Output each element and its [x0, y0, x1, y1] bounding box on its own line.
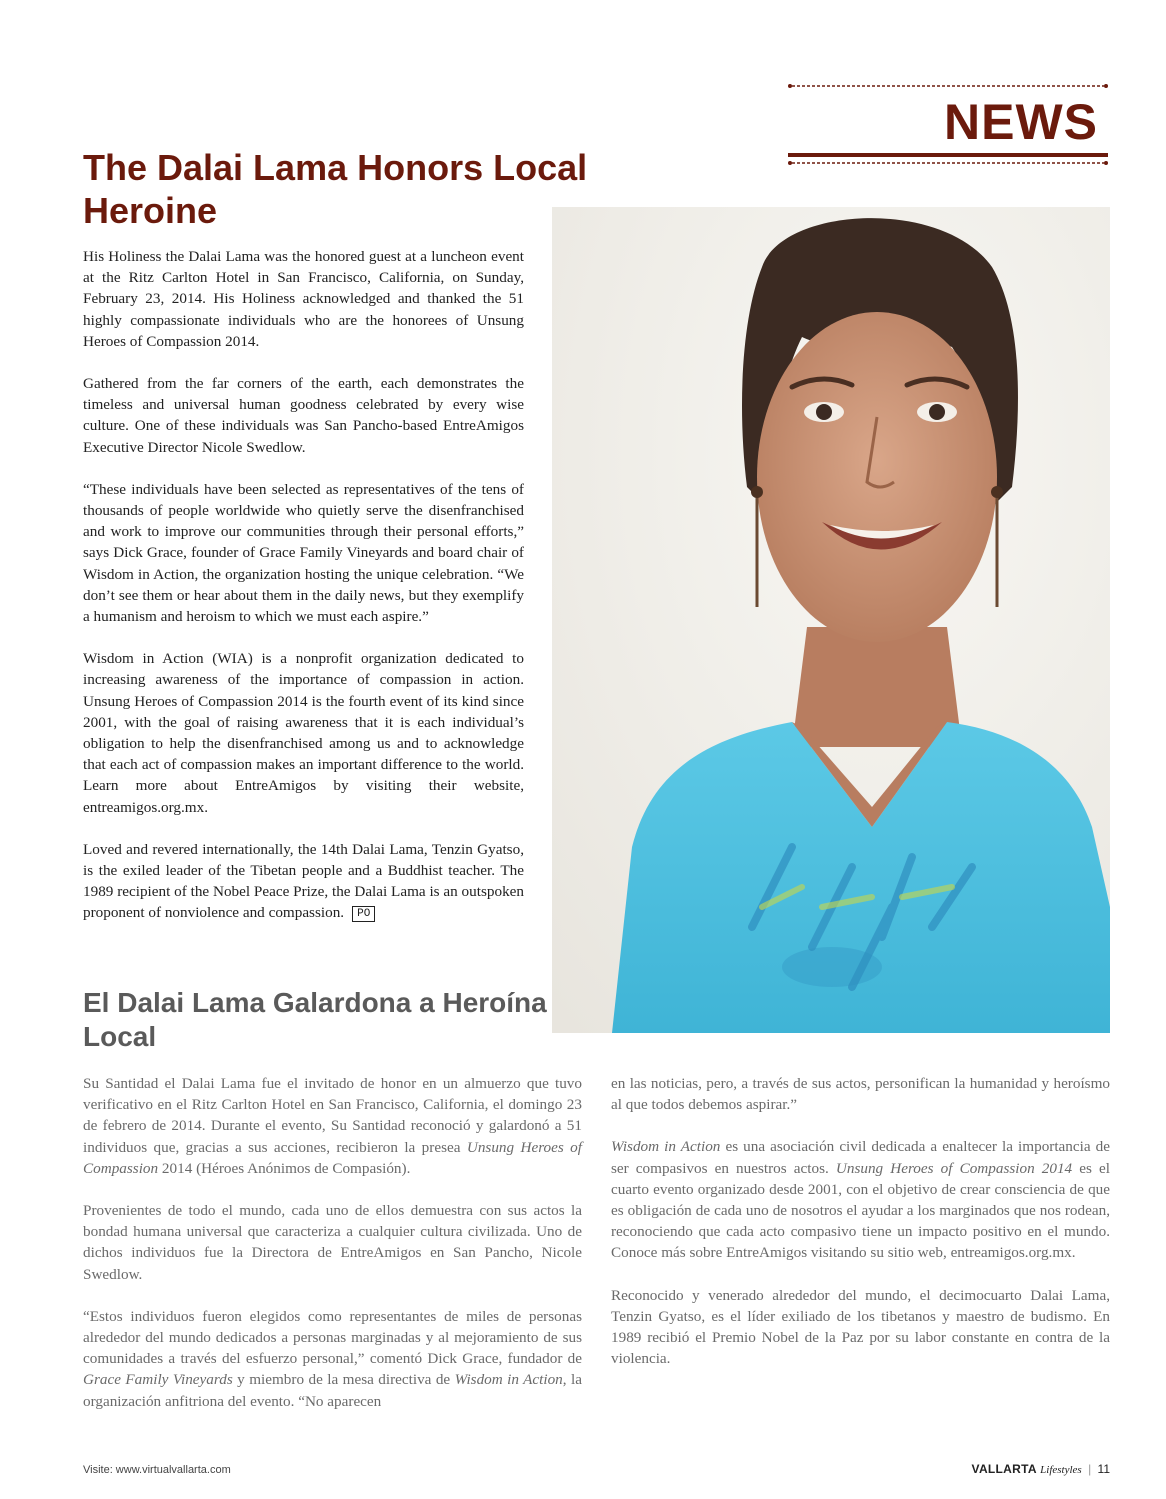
text: y miembro de la mesa directiva de [232, 1371, 455, 1389]
magazine-subtitle: Lifestyles [1040, 1464, 1082, 1476]
paragraph-text: Loved and revered internationally, the 14th Dalai Lama, Tenzin Gyatso, is the exiled leader of the Tibetan people and a Buddhist teacher. The 1989 recipient of the Nobel Peace Prize, the Dalai Lama is an outspoken proponent of nonviolence and compassion. [83, 840, 524, 922]
footer-separator: | [1088, 1462, 1092, 1476]
paragraph [83, 1073, 582, 1179]
text: 2014 (Héroes Anónimos de Compasión). [158, 1159, 411, 1177]
page-number: 11 [1097, 1462, 1110, 1476]
article-title-english: The Dalai Lama Honors Local Heroine [83, 147, 588, 231]
paragraph: His Holiness the Dalai Lama was the honored guest at a luncheon event at the Ritz Carlton Hotel in San Francisco, California, on Sunday, February 23, 2014. His Holiness acknowledged and thanked the 51 highly compassionate individuals who are the honorees of Unsung Heroes of Compassion 2014. [83, 248, 524, 350]
magazine-name: VALLARTA [971, 1462, 1037, 1476]
article-body-spanish-left [83, 1073, 582, 1433]
paragraph: Wisdom in Action (WIA) is a nonprofit organization dedicated to increasing awareness of the importance of compassion in action. Unsung Heroes of Compassion 2014 is the fourth event of its kind since 2001, with the goal of raising awareness that it is each individual’s obligation to help the disenfranchised among us and to acknowledge that each act of compassion makes an important difference to the world. Learn more about EntreAmigos by visiting their website, entreamigos.org.mx. [83, 650, 524, 816]
portrait-illustration [552, 207, 1110, 1033]
article-body-english [83, 246, 524, 945]
paragraph: Provenientes de todo el mundo, cada uno de ellos demuestra con sus actos la bondad humana universal que caracteriza a cualquier cultura civilizada. Uno de dichos individuos fue la Directora de EntreAmigos en San Pancho, Nicole Swedlow. [83, 1202, 582, 1283]
text: es una asociación civil dedicada a enaltecer la importancia de ser compasivos en nuestros actos. [611, 1138, 1110, 1177]
footer-brand [940, 1462, 1110, 1476]
paragraph-last [83, 839, 524, 924]
text: , la organización anfitriona del evento. “No aparecen [83, 1371, 582, 1410]
header-bottom-rule [788, 150, 1108, 168]
italic-text: Wisdom in Action [454, 1371, 563, 1389]
paragraph: Reconocido y venerado alrededor del mundo, el decimocuarto Dalai Lama, Tenzin Gyatso, es el líder exiliado de los tibetanos y maestro de budismo. En 1989 recibió el Premio Nobel de la Paz por su labor constante en contra de la violencia. [611, 1286, 1110, 1368]
paragraph [611, 1136, 1110, 1263]
text: es el cuarto evento organizado desde 2001, con el objetivo de crear consciencia de que es obligación de cada uno de nosotros el ayudar a los marginados que nos rodean, reconociendo que cada acto compasivo tiene un impacto positivo en el mundo. Conoce más sobre EntreAmigos visitando su sitio web, entreamigos.org.mx. [611, 1159, 1110, 1262]
paragraph: “These individuals have been selected as representatives of the tens of thousands of people worldwide who quietly serve the disenfranchised and work to improve our communities through their personal efforts,” says Dick Grace, founder of Grace Family Vineyards and board chair of Wisdom in Action, the organization hosting the unique celebration. “We don’t see them or hear about them in the daily news, but they exemplify a humanism and heroism to which we must each aspire.” [83, 480, 524, 626]
paragraph: en las noticias, pero, a través de sus actos, personifican la humanidad y heroísmo al que todos debemos aspirar.” [611, 1075, 1110, 1114]
italic-text: Unsung Heroes of Compassion [83, 1138, 582, 1177]
italic-text: Grace Family Vineyards [83, 1371, 233, 1389]
end-mark: PO [352, 906, 375, 922]
italic-text: Unsung Heroes of Compassion 2014 [835, 1159, 1073, 1177]
text: “Estos individuos fueron elegidos como representantes de miles de personas alrededor del mundo dedicados a personas marginadas y al mejoramiento de sus comunidades a través del esfuerzo personal,” comentó Dick Grace, fundador de [83, 1307, 582, 1368]
article-title-spanish: El Dalai Lama Galardona a Heroína Local [83, 987, 547, 1052]
paragraph [83, 1306, 582, 1412]
portrait-photo [552, 207, 1110, 1033]
italic-text: Wisdom in Action [611, 1138, 721, 1156]
paragraph: Gathered from the far corners of the earth, each demonstrates the timeless and universal human goodness celebrated by every wise culture. One of these individuals was San Pancho-based EntreAmigos Executive Director Nicole Swedlow. [83, 375, 524, 456]
article-body-spanish-right [611, 1073, 1110, 1390]
header-top-rule [788, 84, 1108, 88]
text: Su Santidad el Dalai Lama fue el invitado de honor en un almuerzo que tuvo verificativo en el Ritz Carlton Hotel en San Francisco, California, el domingo 23 de febrero de 2014. Durante el evento, Su Santidad reconoció y galardonó a 51 individuos que, gracias a sus acciones, recibieron la presea [83, 1075, 582, 1156]
section-label: NEWS [944, 94, 1098, 150]
footer-website: Visite: www.virtualvallarta.com [83, 1464, 231, 1476]
